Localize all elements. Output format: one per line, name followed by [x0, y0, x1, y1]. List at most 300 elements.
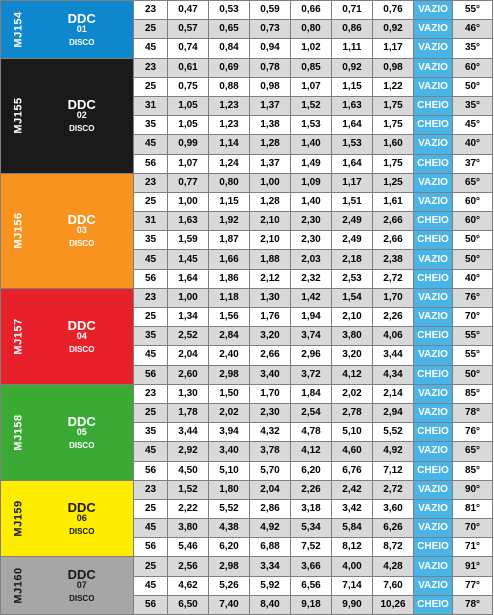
- disc-label: DISCO: [69, 239, 95, 249]
- flow-cell: 4,38: [209, 519, 250, 538]
- flow-cell: 7,52: [291, 538, 332, 557]
- status-cell: VAZIO: [414, 519, 453, 538]
- flow-cell: 0,74: [168, 39, 209, 58]
- flow-cell: 0,88: [209, 77, 250, 96]
- model-code: MJ155: [12, 97, 25, 134]
- flow-cell: 6,20: [291, 461, 332, 480]
- status-cell: VAZIO: [414, 135, 453, 154]
- flow-cell: 2,04: [250, 480, 291, 499]
- flow-cell: 3,34: [250, 557, 291, 576]
- table-row: [1, 173, 493, 192]
- flow-cell: 4,00: [332, 557, 373, 576]
- table-row: [1, 480, 493, 499]
- flow-cell: 5,84: [332, 519, 373, 538]
- flow-cell: 2,53: [332, 269, 373, 288]
- flow-cell: 0,94: [250, 39, 291, 58]
- flow-cell: 1,87: [209, 231, 250, 250]
- flow-cell: 6,56: [291, 576, 332, 595]
- flow-cell: 2,32: [291, 269, 332, 288]
- flow-cell: 4,34: [373, 365, 414, 384]
- flow-cell: 0,86: [332, 20, 373, 39]
- angle-cell: 85°: [453, 461, 493, 480]
- flow-cell: 1,61: [373, 192, 414, 211]
- ddc-number: 06: [76, 513, 87, 524]
- core-cell: 25: [134, 499, 168, 518]
- status-cell: VAZIO: [414, 557, 453, 576]
- flow-cell: 3,20: [332, 346, 373, 365]
- flow-cell: 0,47: [168, 1, 209, 20]
- core-cell: 25: [134, 20, 168, 39]
- flow-cell: 3,72: [291, 365, 332, 384]
- core-cell: 45: [134, 39, 168, 58]
- model-code-cell: [1, 1, 31, 59]
- status-cell: CHEIO: [414, 327, 453, 346]
- ddc-name: DDC: [67, 567, 96, 583]
- flow-cell: 2,22: [168, 499, 209, 518]
- flow-cell: 5,46: [168, 538, 209, 557]
- flow-cell: 1,02: [291, 39, 332, 58]
- core-cell: 23: [134, 288, 168, 307]
- angle-cell: 60°: [453, 192, 493, 211]
- flow-cell: 0,85: [291, 58, 332, 77]
- flow-cell: 3,44: [168, 423, 209, 442]
- flow-cell: 1,86: [209, 269, 250, 288]
- angle-cell: 70°: [453, 308, 493, 327]
- angle-cell: 77°: [453, 576, 493, 595]
- angle-cell: 91°: [453, 557, 493, 576]
- flow-cell: 1,92: [209, 212, 250, 231]
- model-code-cell: [1, 58, 31, 173]
- flow-cell: 1,56: [209, 308, 250, 327]
- flow-cell: 1,23: [209, 116, 250, 135]
- ddc-number: 07: [76, 580, 87, 591]
- angle-cell: 50°: [453, 77, 493, 96]
- core-cell: 23: [134, 480, 168, 499]
- flow-cell: 2,96: [291, 346, 332, 365]
- flow-cell: 8,40: [250, 595, 291, 614]
- flow-cell: 3,60: [373, 499, 414, 518]
- flow-cell: 2,54: [291, 403, 332, 422]
- flow-cell: 3,42: [332, 499, 373, 518]
- flow-cell: 1,40: [291, 135, 332, 154]
- angle-cell: 76°: [453, 423, 493, 442]
- angle-cell: 65°: [453, 173, 493, 192]
- flow-cell: 3,74: [291, 327, 332, 346]
- flow-cell: 2,98: [209, 365, 250, 384]
- flow-cell: 3,78: [250, 442, 291, 461]
- ddc-cell: [31, 58, 134, 173]
- table-row: [1, 1, 493, 20]
- core-cell: 25: [134, 308, 168, 327]
- flow-cell: 1,60: [373, 135, 414, 154]
- angle-cell: 81°: [453, 499, 493, 518]
- flow-cell: 3,66: [291, 557, 332, 576]
- core-cell: 45: [134, 519, 168, 538]
- flow-cell: 2,49: [332, 231, 373, 250]
- model-code-cell: [1, 173, 31, 288]
- core-cell: 56: [134, 269, 168, 288]
- core-cell: 23: [134, 58, 168, 77]
- table-row: [1, 557, 493, 576]
- flow-cell: 1,51: [332, 192, 373, 211]
- model-code: MJ159: [12, 500, 25, 537]
- core-cell: 56: [134, 365, 168, 384]
- status-cell: CHEIO: [414, 269, 453, 288]
- flow-cell: 3,40: [250, 365, 291, 384]
- flow-cell: 1,00: [168, 192, 209, 211]
- angle-cell: 85°: [453, 384, 493, 403]
- core-cell: 35: [134, 231, 168, 250]
- angle-cell: 50°: [453, 365, 493, 384]
- flow-cell: 1,42: [291, 288, 332, 307]
- status-cell: VAZIO: [414, 58, 453, 77]
- flow-cell: 1,09: [291, 173, 332, 192]
- flow-cell: 7,60: [373, 576, 414, 595]
- angle-cell: 40°: [453, 135, 493, 154]
- flow-cell: 1,49: [291, 154, 332, 173]
- flow-cell: 1,70: [250, 384, 291, 403]
- status-cell: VAZIO: [414, 250, 453, 269]
- ddc-number: 02: [76, 110, 87, 121]
- status-cell: VAZIO: [414, 77, 453, 96]
- status-cell: VAZIO: [414, 403, 453, 422]
- flow-cell: 1,05: [168, 116, 209, 135]
- angle-cell: 90°: [453, 480, 493, 499]
- flow-cell: 0,80: [209, 173, 250, 192]
- flow-cell: 1,34: [168, 308, 209, 327]
- flow-cell: 4,62: [168, 576, 209, 595]
- status-cell: CHEIO: [414, 538, 453, 557]
- flow-cell: 1,30: [168, 384, 209, 403]
- flow-cell: 1,75: [373, 154, 414, 173]
- flow-cell: 2,14: [373, 384, 414, 403]
- flow-cell: 2,49: [332, 212, 373, 231]
- flow-cell: 2,26: [291, 480, 332, 499]
- flow-cell: 4,32: [250, 423, 291, 442]
- flow-cell: 1,00: [168, 288, 209, 307]
- ddc-name: DDC: [67, 10, 96, 26]
- status-cell: VAZIO: [414, 1, 453, 20]
- flow-cell: 6,88: [250, 538, 291, 557]
- model-code-cell: [1, 384, 31, 480]
- table-row: [1, 384, 493, 403]
- flow-cell: 1,07: [291, 77, 332, 96]
- angle-cell: 55°: [453, 1, 493, 20]
- core-cell: 31: [134, 96, 168, 115]
- flow-cell: 2,18: [332, 250, 373, 269]
- angle-cell: 37°: [453, 154, 493, 173]
- flow-cell: 2,60: [168, 365, 209, 384]
- flow-cell: 0,53: [209, 1, 250, 20]
- disc-label: DISCO: [69, 344, 95, 354]
- flow-cell: 1,18: [209, 288, 250, 307]
- status-cell: CHEIO: [414, 595, 453, 614]
- ddc-cell: [31, 173, 134, 288]
- flow-cell: 2,86: [250, 499, 291, 518]
- flow-cell: 0,65: [209, 20, 250, 39]
- status-cell: VAZIO: [414, 308, 453, 327]
- status-cell: CHEIO: [414, 461, 453, 480]
- model-code-cell: [1, 557, 31, 615]
- ddc-name: DDC: [67, 413, 96, 429]
- flow-cell: 2,10: [332, 308, 373, 327]
- flow-cell: 1,84: [291, 384, 332, 403]
- flow-cell: 0,66: [291, 1, 332, 20]
- flow-cell: 0,57: [168, 20, 209, 39]
- flow-cell: 1,80: [209, 480, 250, 499]
- flow-cell: 3,94: [209, 423, 250, 442]
- status-cell: VAZIO: [414, 39, 453, 58]
- flow-cell: 1,45: [168, 250, 209, 269]
- ddc-number: 01: [76, 23, 87, 34]
- flow-cell: 2,92: [168, 442, 209, 461]
- flow-cell: 0,80: [291, 20, 332, 39]
- ddc-cell: [31, 557, 134, 615]
- angle-cell: 50°: [453, 250, 493, 269]
- flow-cell: 3,18: [291, 499, 332, 518]
- flow-cell: 1,76: [250, 308, 291, 327]
- status-cell: VAZIO: [414, 192, 453, 211]
- core-cell: 56: [134, 461, 168, 480]
- disc-label: DISCO: [69, 527, 95, 536]
- flow-cell: 4,50: [168, 461, 209, 480]
- flow-cell: 1,66: [209, 250, 250, 269]
- flow-cell: 1,28: [250, 135, 291, 154]
- flow-cell: 1,40: [291, 192, 332, 211]
- flow-cell: 2,10: [250, 231, 291, 250]
- flow-cell: 4,12: [332, 365, 373, 384]
- flow-cell: 2,84: [209, 327, 250, 346]
- flow-cell: 3,80: [168, 519, 209, 538]
- angle-cell: 60°: [453, 58, 493, 77]
- flow-cell: 2,66: [373, 231, 414, 250]
- disc-label: DISCO: [69, 594, 95, 604]
- model-code-cell: [1, 480, 31, 557]
- ddc-cell: [31, 1, 134, 59]
- flow-cell: 0,92: [373, 20, 414, 39]
- flow-cell: 0,98: [250, 77, 291, 96]
- flow-cell: 0,73: [250, 20, 291, 39]
- core-cell: 56: [134, 538, 168, 557]
- flow-cell: 0,61: [168, 58, 209, 77]
- flow-cell: 7,40: [209, 595, 250, 614]
- flow-cell: 1,54: [332, 288, 373, 307]
- flow-cell: 1,59: [168, 231, 209, 250]
- flow-cell: 7,14: [332, 576, 373, 595]
- angle-cell: 40°: [453, 269, 493, 288]
- core-cell: 23: [134, 173, 168, 192]
- flow-cell: 1,23: [209, 96, 250, 115]
- core-cell: 23: [134, 1, 168, 20]
- status-cell: VAZIO: [414, 499, 453, 518]
- angle-cell: 76°: [453, 288, 493, 307]
- flow-cell: 3,80: [332, 327, 373, 346]
- flow-cell: 1,14: [209, 135, 250, 154]
- flow-cell: 0,75: [168, 77, 209, 96]
- flow-cell: 1,52: [291, 96, 332, 115]
- disc-label: DISCO: [69, 440, 95, 450]
- ddc-number: 03: [76, 225, 87, 236]
- flow-cell: 1,53: [332, 135, 373, 154]
- flow-cell: 1,64: [332, 154, 373, 173]
- ddc-cell: [31, 480, 134, 557]
- angle-cell: 70°: [453, 519, 493, 538]
- status-cell: CHEIO: [414, 116, 453, 135]
- angle-cell: 35°: [453, 96, 493, 115]
- core-cell: 56: [134, 154, 168, 173]
- angle-cell: 55°: [453, 346, 493, 365]
- flow-cell: 1,63: [168, 212, 209, 231]
- ddc-number: 04: [76, 330, 87, 341]
- core-cell: 35: [134, 423, 168, 442]
- status-cell: VAZIO: [414, 173, 453, 192]
- flow-cell: 2,30: [250, 403, 291, 422]
- core-cell: 45: [134, 346, 168, 365]
- flow-cell: 6,26: [373, 519, 414, 538]
- flow-cell: 6,50: [168, 595, 209, 614]
- flow-cell: 0,59: [250, 1, 291, 20]
- core-cell: 45: [134, 576, 168, 595]
- flow-cell: 0,78: [250, 58, 291, 77]
- flow-cell: 0,84: [209, 39, 250, 58]
- ddc-name: DDC: [67, 212, 96, 228]
- core-cell: 25: [134, 77, 168, 96]
- flow-cell: 2,66: [373, 212, 414, 231]
- flow-cell: 5,70: [250, 461, 291, 480]
- flow-cell: 1,53: [291, 116, 332, 135]
- flow-cell: 7,12: [373, 461, 414, 480]
- flow-cell: 3,44: [373, 346, 414, 365]
- status-cell: VAZIO: [414, 20, 453, 39]
- ddc-number: 05: [76, 426, 87, 437]
- angle-cell: 45°: [453, 116, 493, 135]
- flow-cell: 1,24: [209, 154, 250, 173]
- flow-cell: 1,63: [332, 96, 373, 115]
- core-cell: 35: [134, 116, 168, 135]
- flow-cell: 3,20: [250, 327, 291, 346]
- flow-cell: 5,10: [332, 423, 373, 442]
- flow-cell: 5,34: [291, 519, 332, 538]
- flow-cell: 8,12: [332, 538, 373, 557]
- status-cell: CHEIO: [414, 365, 453, 384]
- model-code-cell: [1, 288, 31, 384]
- flow-cell: 5,26: [209, 576, 250, 595]
- flow-cell: 1,11: [332, 39, 373, 58]
- flow-cell: 1,88: [250, 250, 291, 269]
- flow-cell: 0,99: [168, 135, 209, 154]
- core-cell: 45: [134, 250, 168, 269]
- status-cell: CHEIO: [414, 231, 453, 250]
- ddc-name: DDC: [67, 500, 96, 516]
- table-body: [1, 1, 493, 615]
- ddc-cell: [31, 288, 134, 384]
- flow-cell: 0,76: [373, 1, 414, 20]
- flow-cell: 2,30: [291, 231, 332, 250]
- core-cell: 25: [134, 192, 168, 211]
- core-cell: 56: [134, 595, 168, 614]
- angle-cell: 71°: [453, 538, 493, 557]
- flow-cell: 1,75: [373, 96, 414, 115]
- flow-cell: 2,12: [250, 269, 291, 288]
- flow-cell: 2,66: [250, 346, 291, 365]
- status-cell: VAZIO: [414, 576, 453, 595]
- model-code: MJ157: [12, 318, 25, 355]
- flow-cell: 0,77: [168, 173, 209, 192]
- flow-cell: 2,30: [291, 212, 332, 231]
- flow-cell: 2,40: [209, 346, 250, 365]
- core-cell: 23: [134, 384, 168, 403]
- core-cell: 45: [134, 442, 168, 461]
- flow-cell: 1,17: [332, 173, 373, 192]
- flow-cell: 2,38: [373, 250, 414, 269]
- core-cell: 25: [134, 557, 168, 576]
- flow-cell: 2,52: [168, 327, 209, 346]
- flow-cell: 4,06: [373, 327, 414, 346]
- flow-cell: 1,38: [250, 116, 291, 135]
- model-code: MJ154: [12, 11, 25, 48]
- flow-cell: 1,64: [332, 116, 373, 135]
- flow-cell: 1,70: [373, 288, 414, 307]
- flow-cell: 4,92: [250, 519, 291, 538]
- flow-cell: 0,69: [209, 58, 250, 77]
- flow-cell: 9,18: [291, 595, 332, 614]
- flow-cell: 1,15: [209, 192, 250, 211]
- angle-cell: 35°: [453, 39, 493, 58]
- flow-cell: 2,94: [373, 403, 414, 422]
- flow-cell: 1,15: [332, 77, 373, 96]
- flow-cell: 2,78: [332, 403, 373, 422]
- flow-cell: 4,78: [291, 423, 332, 442]
- flow-cell: 4,12: [291, 442, 332, 461]
- flow-cell: 10,26: [373, 595, 414, 614]
- core-cell: 35: [134, 327, 168, 346]
- disc-label: DISCO: [69, 37, 95, 47]
- flow-cell: 2,42: [332, 480, 373, 499]
- angle-cell: 46°: [453, 20, 493, 39]
- flow-cell: 2,04: [168, 346, 209, 365]
- angle-cell: 55°: [453, 327, 493, 346]
- flow-cell: 1,50: [209, 384, 250, 403]
- flow-cell: 1,52: [168, 480, 209, 499]
- angle-cell: 60°: [453, 212, 493, 231]
- flow-cell: 2,72: [373, 269, 414, 288]
- flow-cell: 4,60: [332, 442, 373, 461]
- core-cell: 45: [134, 135, 168, 154]
- angle-cell: 78°: [453, 403, 493, 422]
- flow-cell: 6,20: [209, 538, 250, 557]
- angle-cell: 65°: [453, 442, 493, 461]
- flow-cell: 3,40: [209, 442, 250, 461]
- flow-cell: 1,28: [250, 192, 291, 211]
- model-code: MJ156: [12, 212, 25, 249]
- status-cell: CHEIO: [414, 212, 453, 231]
- flow-cell: 5,10: [209, 461, 250, 480]
- ddc-name: DDC: [67, 97, 96, 113]
- status-cell: VAZIO: [414, 480, 453, 499]
- flow-cell: 1,37: [250, 96, 291, 115]
- status-cell: VAZIO: [414, 288, 453, 307]
- disc-label: DISCO: [69, 124, 95, 134]
- flow-cell: 4,92: [373, 442, 414, 461]
- flow-cell: 2,98: [209, 557, 250, 576]
- flow-cell: 9,90: [332, 595, 373, 614]
- flow-cell: 1,22: [373, 77, 414, 96]
- flow-cell: 0,98: [373, 58, 414, 77]
- ddc-name: DDC: [67, 317, 96, 333]
- status-cell: CHEIO: [414, 96, 453, 115]
- status-cell: VAZIO: [414, 346, 453, 365]
- table-row: [1, 58, 493, 77]
